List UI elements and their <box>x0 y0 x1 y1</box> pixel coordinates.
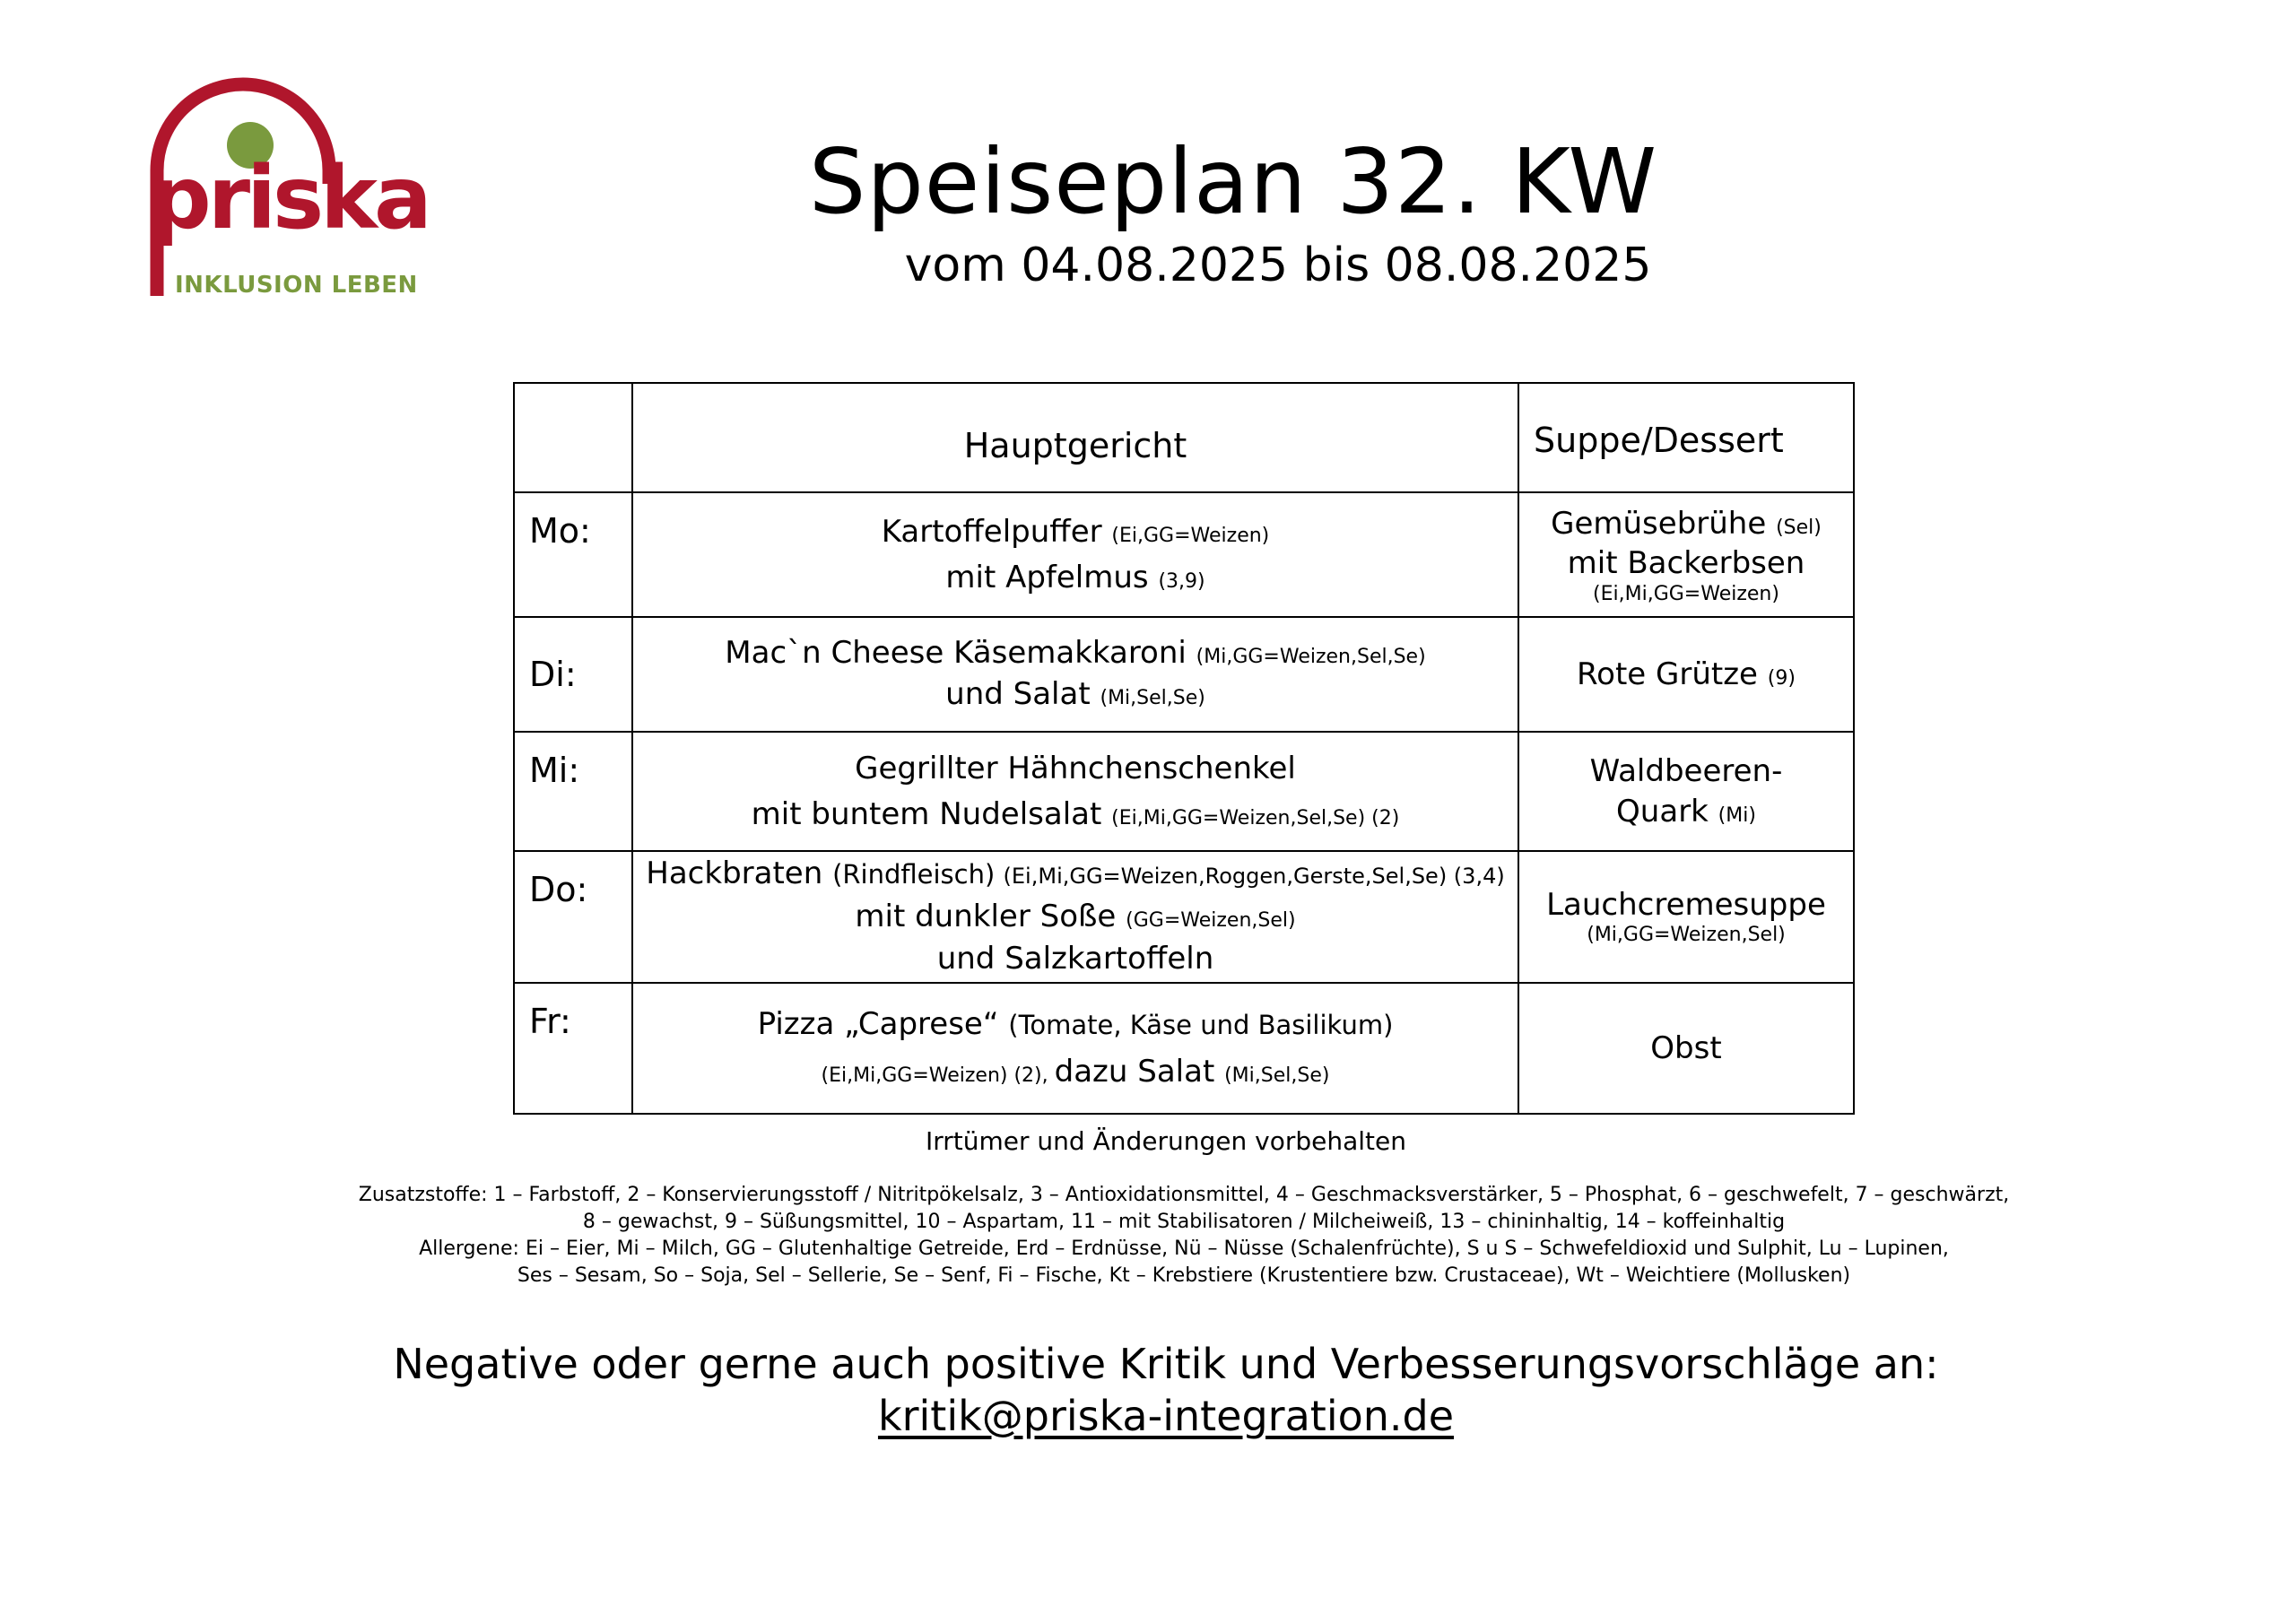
dish-line: mit dunkler Soße (GG=Weizen,Sel) <box>855 898 1296 934</box>
table-row <box>514 492 1854 617</box>
dish-line: mit buntem Nudelsalat (Ei,Mi,GG=Weizen,Sel,Se) (2) <box>751 795 1400 832</box>
dish-line: Pizza „Caprese“ (Tomate, Käse und Basilikum) <box>757 1006 1394 1043</box>
main-dish-cell <box>632 983 1518 1114</box>
date-range: vom 04.08.2025 bis 08.08.2025 <box>904 239 1652 292</box>
side-dish-cell <box>1518 492 1854 617</box>
day-label: Mi: <box>514 732 632 851</box>
dish-line: Hackbraten (Rindfleisch) (Ei,Mi,GG=Weizen,Roggen,Gerste,Sel,Se) (3,4) <box>646 855 1505 892</box>
dish-line: Kartoffelpuffer (Ei,GG=Weizen) <box>881 513 1270 550</box>
dish-line: Lauchcremesuppe <box>1546 886 1826 923</box>
day-label: Mo: <box>514 492 632 617</box>
dish-line: (Ei,Mi,GG=Weizen) (2), dazu Salat (Mi,Sel,Se) <box>821 1054 1330 1090</box>
dish-line: Obst <box>1650 1029 1722 1066</box>
logo-wordmark: priska <box>150 148 429 248</box>
table-row <box>514 851 1854 983</box>
side-dish-cell <box>1518 732 1854 851</box>
header-soup-dessert: Suppe/Dessert <box>1518 383 1854 492</box>
day-label: Di: <box>514 617 632 732</box>
feedback-email-link[interactable]: kritik@priska-integration.de <box>877 1392 1455 1440</box>
page-title: Speiseplan 32. KW <box>808 129 1658 234</box>
allergen-additive-notes <box>332 1182 2036 1290</box>
notes-line: 8 – gewachst, 9 – Süßungsmittel, 10 – Aspartam, 11 – mit Stabilisatoren / Milcheiweiß, 13 – chininhaltig, 14 – koffeinhaltig <box>582 1211 1786 1233</box>
side-dish-cell <box>1518 617 1854 732</box>
feedback-text: Negative oder gerne auch positive Kritik und Verbesserungsvorschläge an: <box>393 1340 1939 1388</box>
header-day <box>514 383 632 492</box>
notes-line: Zusatzstoffe: 1 – Farbstoff, 2 – Konservierungsstoff / Nitritpökelsalz, 3 – Antioxidationsmittel, 4 – Geschmacksverstärker, 5 – Phosphat, 6 – geschwefelt, 7 – geschwärzt, <box>358 1184 2010 1206</box>
dish-line: mit Apfelmus (3,9) <box>945 559 1205 595</box>
table-header-row <box>514 383 1854 492</box>
side-dish-cell <box>1518 983 1854 1114</box>
dish-line: Quark (Mi) <box>1616 793 1756 829</box>
dish-line: Waldbeeren- <box>1589 753 1783 790</box>
dish-line: mit Backerbsen <box>1567 545 1805 582</box>
table-row <box>514 732 1854 851</box>
disclaimer: Irrtümer und Änderungen vorbehalten <box>926 1126 1406 1156</box>
dish-line: Gemüsebrühe (Sel) <box>1551 506 1822 543</box>
main-dish-cell <box>632 851 1518 983</box>
main-dish-cell <box>632 732 1518 851</box>
notes-line: Ses – Sesam, So – Soja, Sel – Sellerie, Se – Senf, Fi – Fische, Kt – Krebstiere (Krustentiere bzw. Crustaceae), Wt – Weichtiere (Mollusken) <box>517 1264 1851 1287</box>
dish-line: und Salzkartoffeln <box>936 941 1214 977</box>
notes-line: Allergene: Ei – Eier, Mi – Milch, GG – Glutenhaltige Getreide, Erd – Erdnüsse, Nü – Nüsse (Schalenfrüchte), S u S – Schwefeldioxid und Sulphit, Lu – Lupinen, <box>419 1238 1949 1260</box>
menu-table <box>513 382 1855 1115</box>
side-dish-cell <box>1518 851 1854 983</box>
table-row <box>514 617 1854 732</box>
header-main-dish: Hauptgericht <box>632 383 1518 492</box>
dish-line: und Salat (Mi,Sel,Se) <box>945 676 1205 712</box>
day-label: Do: <box>514 851 632 983</box>
dish-line: (Mi,GG=Weizen,Sel) <box>1587 923 1786 946</box>
table-row <box>514 983 1854 1114</box>
main-dish-cell <box>632 492 1518 617</box>
dish-line: (Ei,Mi,GG=Weizen) <box>1593 582 1779 605</box>
dish-line: Gegrillter Hähnchenschenkel <box>855 750 1296 786</box>
logo-tagline: INKLUSION LEBEN <box>175 272 418 299</box>
day-label: Fr: <box>514 983 632 1114</box>
main-dish-cell <box>632 617 1518 732</box>
feedback-section <box>0 1338 2296 1442</box>
dish-line: Mac`n Cheese Käsemakkaroni (Mi,GG=Weizen,Sel,Se) <box>725 635 1426 672</box>
dish-line: Rote Grütze (9) <box>1577 656 1796 692</box>
